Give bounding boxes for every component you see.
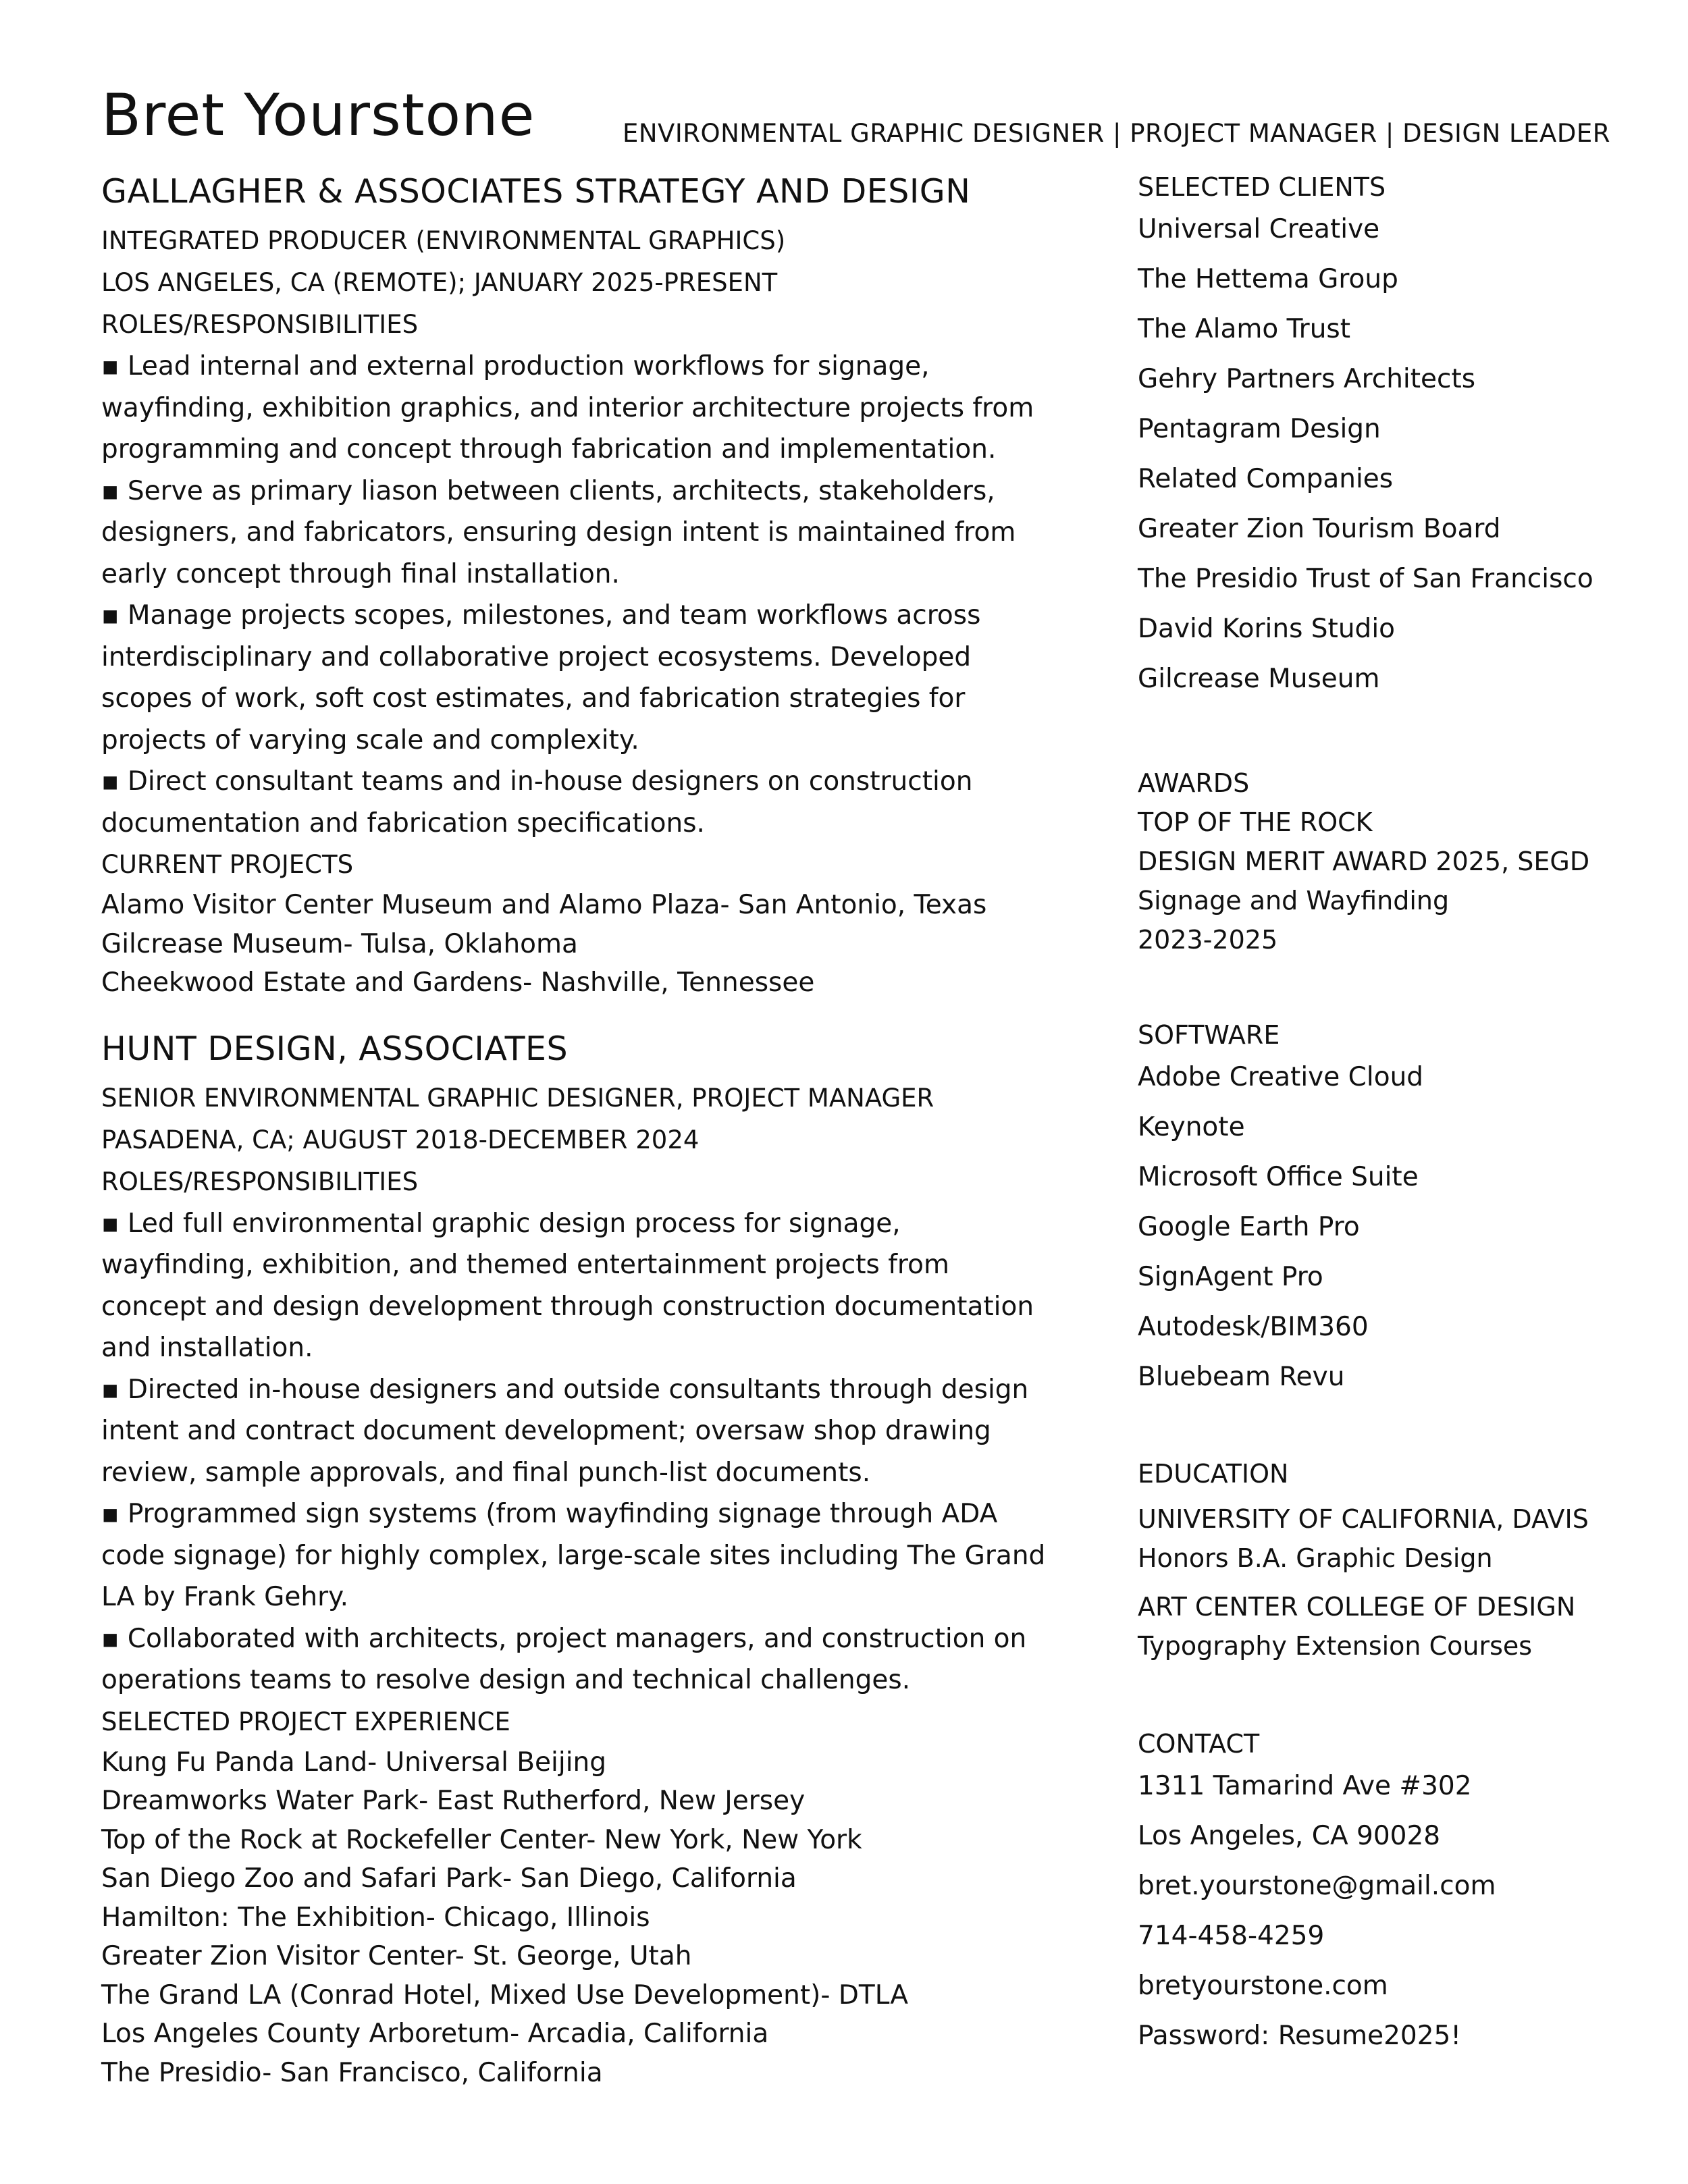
client-item: The Presidio Trust of San Francisco <box>1138 564 1593 594</box>
responsibility-line: ▪ Programmed sign systems (from wayfinding signage through ADA <box>101 1499 998 1529</box>
job-title: INTEGRATED PRODUCER (ENVIRONMENTAL GRAPHICS) <box>101 226 786 255</box>
project-item: Cheekwood Estate and Gardens- Nashville, Tennessee <box>101 967 815 998</box>
software-item: Adobe Creative Cloud <box>1138 1062 1424 1092</box>
contact-password: Password: Resume2025! <box>1138 2021 1461 2051</box>
client-item: Gilcrease Museum <box>1138 664 1380 694</box>
responsibility-line: early concept through final installation. <box>101 558 620 589</box>
responsibility-line: ▪ Collaborated with architects, project managers, and construction on <box>101 1623 1027 1654</box>
software-section <box>1138 1020 1671 1402</box>
awards-section <box>1138 764 1671 959</box>
responsibility-line: interdisciplinary and collaborative project ecosystems. Developed <box>101 641 972 672</box>
client-item: Related Companies <box>1138 464 1394 494</box>
company-name: GALLAGHER & ASSOCIATES STRATEGY AND DESIGN <box>101 172 971 211</box>
job-gallagher <box>101 172 1034 1003</box>
school-name: ART CENTER COLLEGE OF DESIGN <box>1138 1592 1576 1622</box>
software-item: Google Earth Pro <box>1138 1212 1360 1242</box>
client-item: Universal Creative <box>1138 214 1380 244</box>
projects-heading: SELECTED PROJECT EXPERIENCE <box>101 1707 510 1736</box>
school-name: UNIVERSITY OF CALIFORNIA, DAVIS <box>1138 1504 1589 1534</box>
company-name: HUNT DESIGN, ASSOCIATES <box>101 1029 569 1068</box>
contact-website[interactable]: bretyourstone.com <box>1138 1971 1388 2001</box>
project-item: Los Angeles County Arboretum- Arcadia, California <box>101 2019 769 2049</box>
contact-address: 1311 Tamarind Ave #302 <box>1138 1771 1472 1801</box>
school-detail: Honors B.A. Graphic Design <box>1138 1543 1493 1573</box>
sidebar-column <box>1138 172 1671 2061</box>
responsibility-line: LA by Frank Gehry. <box>101 1582 349 1612</box>
contact-email[interactable]: bret.yourstone@gmail.com <box>1138 1871 1496 1901</box>
education-entry <box>1138 1499 1671 1578</box>
contact-phone[interactable]: 714-458-4259 <box>1138 1921 1325 1951</box>
projects-heading: CURRENT PROJECTS <box>101 850 354 879</box>
responsibility-line: projects of varying scale and complexity. <box>101 724 639 755</box>
job-location-dates: LOS ANGELES, CA (REMOTE); JANUARY 2025-PRESENT <box>101 268 778 297</box>
school-detail: Typography Extension Courses <box>1138 1631 1533 1661</box>
responsibilities <box>101 1203 1046 1701</box>
responsibility-line: scopes of work, soft cost estimates, and fabrication strategies for <box>101 683 966 714</box>
award-line: DESIGN MERIT AWARD 2025, SEGD <box>1138 847 1590 876</box>
project-item: Dreamworks Water Park- East Rutherford, New Jersey <box>101 1786 806 1816</box>
education-section <box>1138 1459 1671 1666</box>
award-line: TOP OF THE ROCK <box>1138 807 1373 837</box>
clients-section <box>1138 172 1671 704</box>
project-item: Gilcrease Museum- Tulsa, Oklahoma <box>101 928 578 959</box>
award-line: Signage and Wayfinding <box>1138 886 1450 915</box>
responsibility-line: programming and concept through fabrication and implementation. <box>101 434 997 464</box>
responsibility-line: review, sample approvals, and final punch-list documents. <box>101 1457 871 1488</box>
responsibility-line: ▪ Serve as primary liason between clients, architects, stakeholders, <box>101 475 995 506</box>
project-item: Alamo Visitor Center Museum and Alamo Plaza- San Antonio, Texas <box>101 890 987 920</box>
resume-name: Bret Yourstone <box>101 82 535 149</box>
project-item: Hamilton: The Exhibition- Chicago, Illinois <box>101 1902 650 1933</box>
responsibility-line: intent and contract document development; oversaw shop drawing <box>101 1416 991 1446</box>
project-item: The Presidio- San Francisco, California <box>101 2057 603 2088</box>
project-item: Greater Zion Visitor Center- St. George, Utah <box>101 1941 692 1971</box>
client-item: The Hettema Group <box>1138 264 1398 294</box>
project-item: Top of the Rock at Rockefeller Center- New York, New York <box>101 1824 862 1855</box>
project-list <box>101 1743 1013 2093</box>
clients-heading: SELECTED CLIENTS <box>1138 172 1386 202</box>
responsibility-line: concept and design development through construction documentation <box>101 1291 1034 1322</box>
job-location-dates: PASADENA, CA; AUGUST 2018-DECEMBER 2024 <box>101 1125 700 1154</box>
roles-heading: ROLES/RESPONSIBILITIES <box>101 1167 419 1196</box>
education-entry <box>1138 1587 1671 1666</box>
responsibility-line: operations teams to resolve design and technical challenges. <box>101 1665 911 1695</box>
client-item: Pentagram Design <box>1138 414 1381 444</box>
contact-section <box>1138 1729 1671 2061</box>
responsibility-line: wayfinding, exhibition, and themed entertainment projects from <box>101 1250 949 1280</box>
responsibilities <box>101 346 1034 844</box>
client-item: David Korins Studio <box>1138 614 1396 644</box>
responsibility-line: and installation. <box>101 1333 313 1363</box>
software-item: Keynote <box>1138 1112 1245 1142</box>
project-item: The Grand LA (Conrad Hotel, Mixed Use Development)- DTLA <box>101 1979 909 2010</box>
client-item: The Alamo Trust <box>1138 314 1351 344</box>
software-heading: SOFTWARE <box>1138 1020 1280 1050</box>
responsibility-line: ▪ Lead internal and external production workflows for signage, <box>101 351 930 381</box>
responsibility-line: code signage) for highly complex, large-scale sites including The Grand <box>101 1540 1046 1571</box>
job-hunt-design <box>101 1029 1046 2093</box>
awards-heading: AWARDS <box>1138 768 1250 798</box>
responsibility-line: documentation and fabrication specifications. <box>101 807 705 838</box>
responsibility-line: ▪ Direct consultant teams and in-house designers on construction <box>101 766 973 797</box>
resume-tagline: ENVIRONMENTAL GRAPHIC DESIGNER | PROJECT MANAGER | DESIGN LEADER <box>623 119 1610 148</box>
roles-heading: ROLES/RESPONSIBILITIES <box>101 310 419 339</box>
responsibility-line: ▪ Directed in-house designers and outside consultants through design <box>101 1374 1029 1405</box>
education-heading: EDUCATION <box>1138 1459 1289 1489</box>
software-item: Microsoft Office Suite <box>1138 1162 1419 1192</box>
contact-heading: CONTACT <box>1138 1729 1260 1759</box>
experience-column <box>101 172 1046 2092</box>
job-title: SENIOR ENVIRONMENTAL GRAPHIC DESIGNER, PROJECT MANAGER <box>101 1083 934 1113</box>
responsibility-line: designers, and fabricators, ensuring design intent is maintained from <box>101 517 1016 548</box>
software-item: SignAgent Pro <box>1138 1262 1323 1292</box>
award-line: 2023-2025 <box>1138 925 1278 955</box>
project-item: Kung Fu Panda Land- Universal Beijing <box>101 1747 607 1778</box>
contact-city: Los Angeles, CA 90028 <box>1138 1821 1441 1851</box>
client-item: Gehry Partners Architects <box>1138 364 1476 394</box>
client-item: Greater Zion Tourism Board <box>1138 514 1501 544</box>
project-item: San Diego Zoo and Safari Park- San Diego, California <box>101 1863 797 1894</box>
software-item: Autodesk/BIM360 <box>1138 1312 1369 1342</box>
project-list <box>101 886 1013 1003</box>
responsibility-line: ▪ Led full environmental graphic design process for signage, <box>101 1208 901 1239</box>
responsibility-line: ▪ Manage projects scopes, milestones, and team workflows across <box>101 600 981 631</box>
software-item: Bluebeam Revu <box>1138 1362 1345 1392</box>
responsibility-line: wayfinding, exhibition graphics, and interior architecture projects from <box>101 392 1034 423</box>
